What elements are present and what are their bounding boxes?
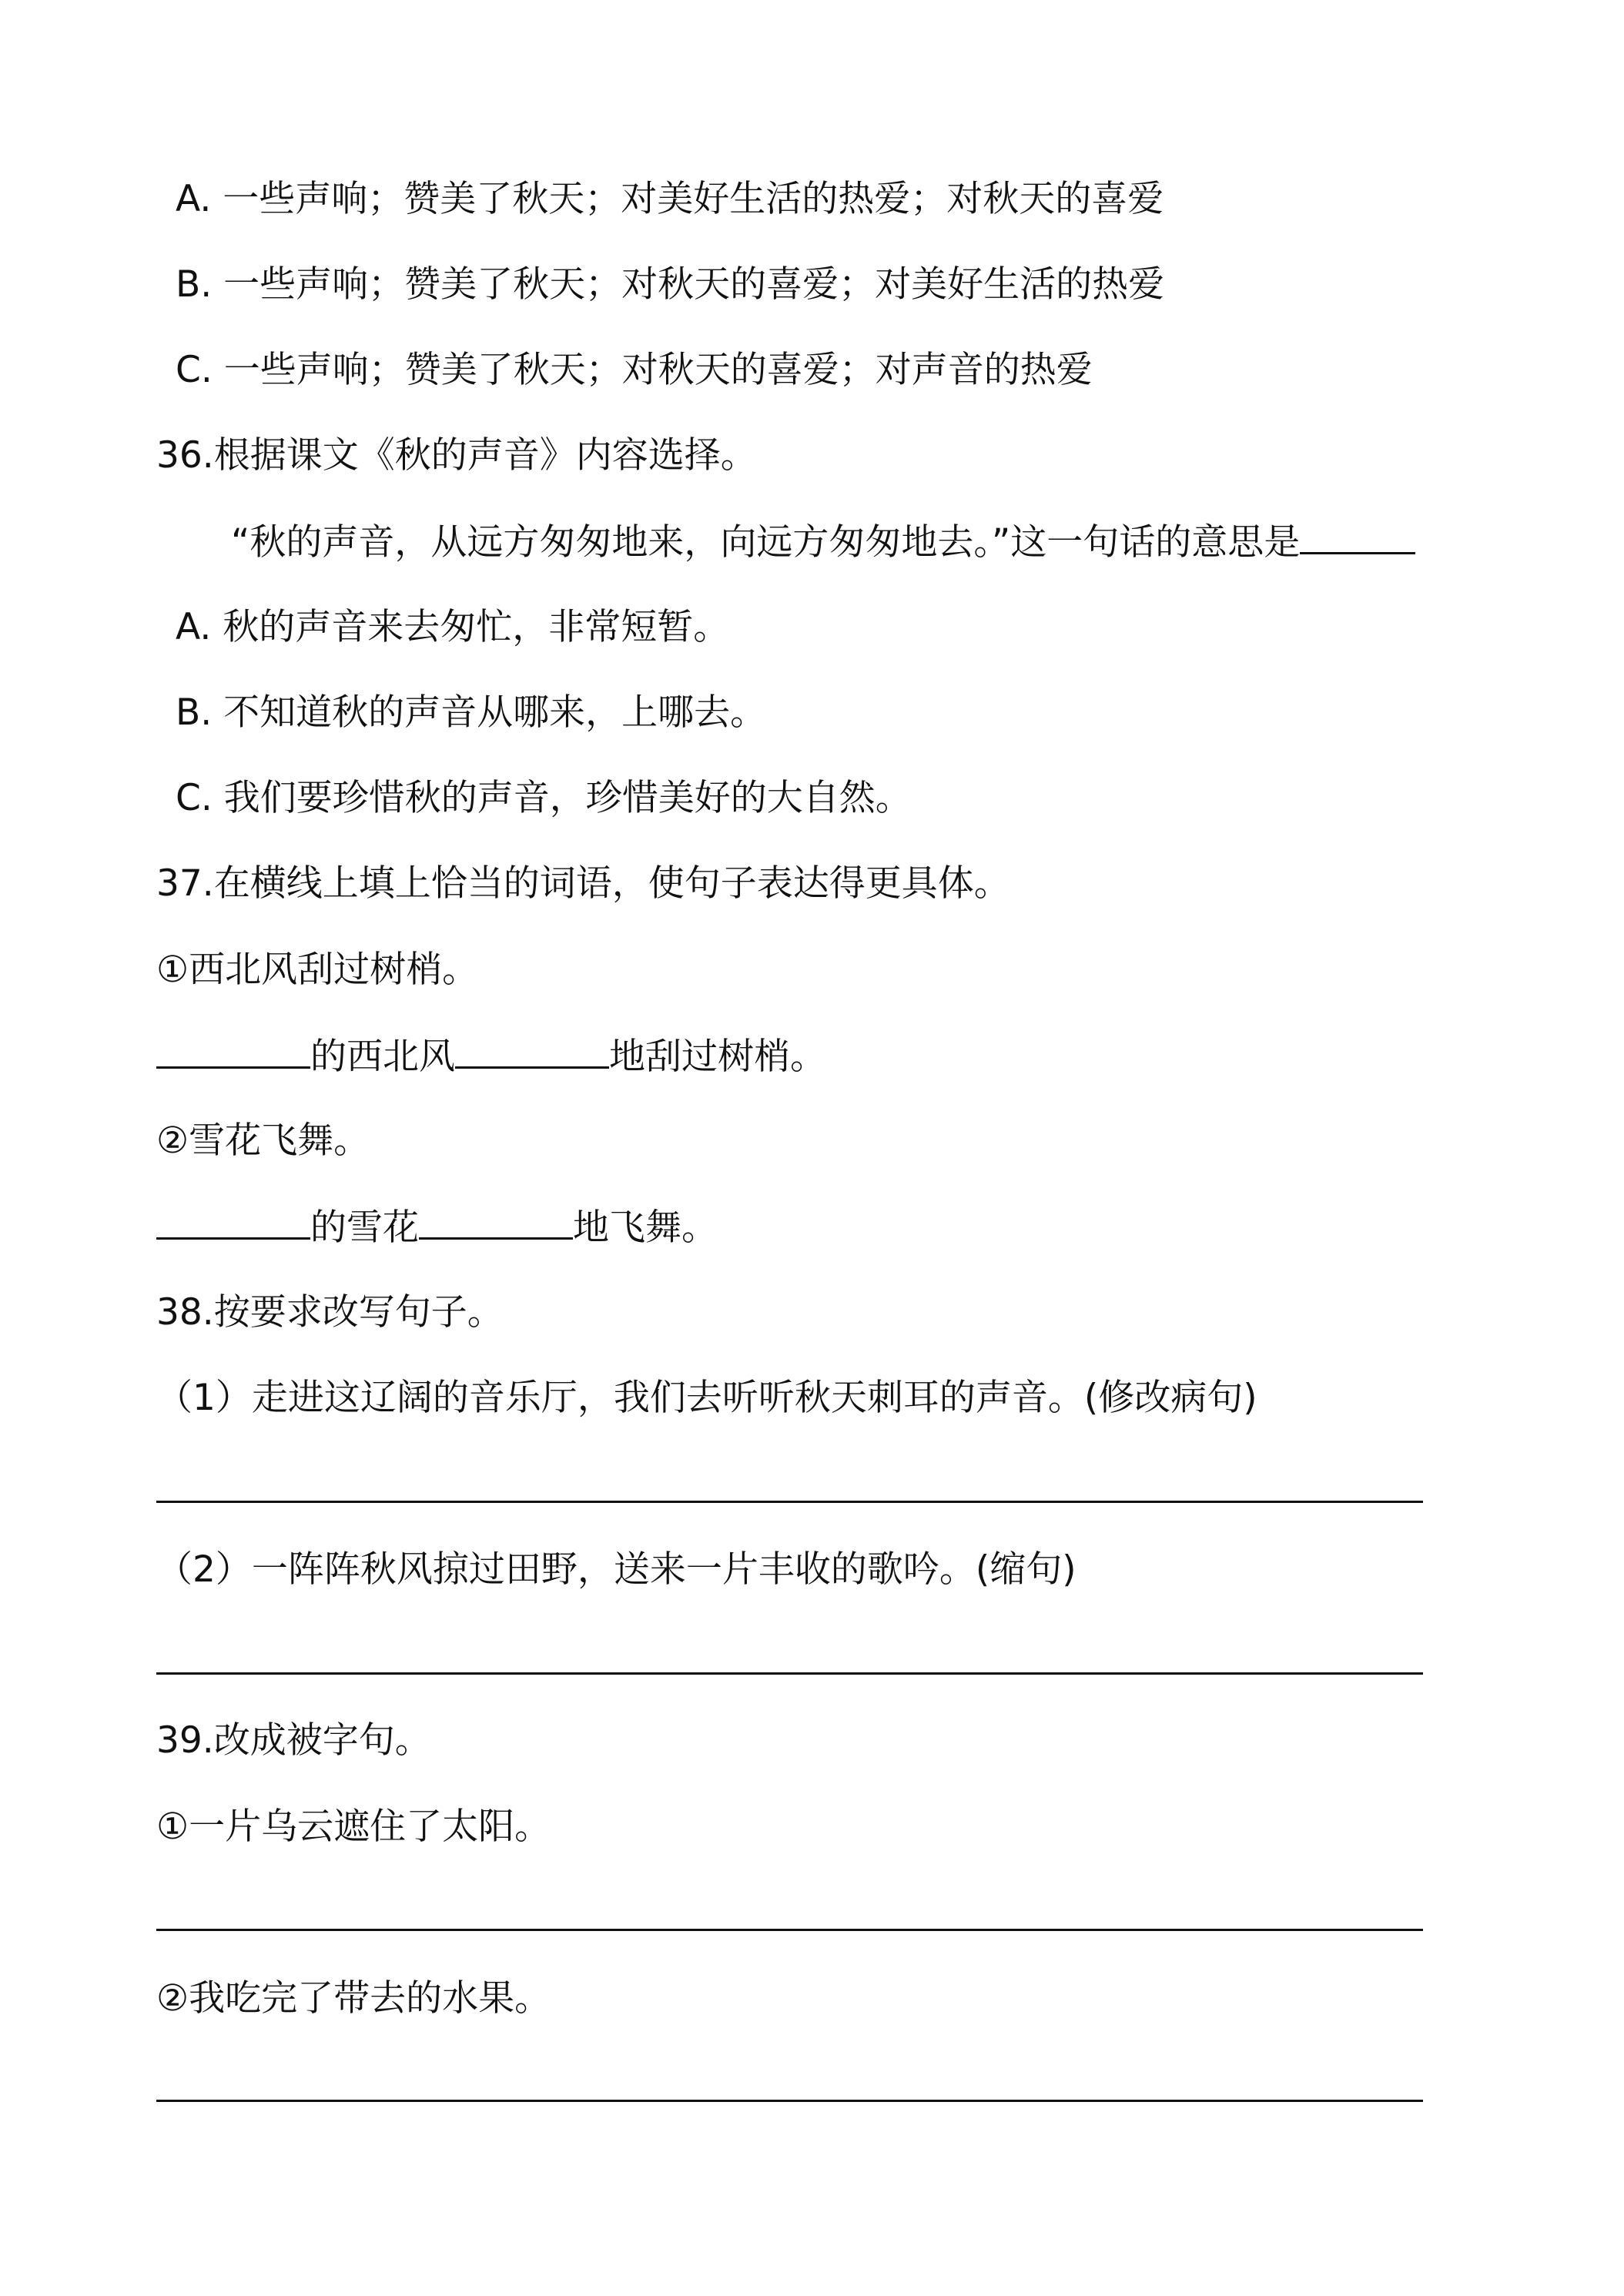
q38-item1-answer-line[interactable] bbox=[156, 1501, 1423, 1503]
q36-option-b: B. 不知道秋的声音从哪来，上哪去。 bbox=[176, 691, 767, 734]
q37-item1: ①西北风刮过树梢。 bbox=[156, 949, 479, 991]
q37-item2-fill bbox=[156, 1203, 718, 1251]
q37-item1-fill bbox=[156, 1033, 826, 1080]
q36-option-a: A. 秋的声音来去匆忙，非常短暂。 bbox=[176, 606, 730, 648]
q36-answer-blank[interactable] bbox=[1300, 518, 1415, 554]
q39-title: 39.改成被字句。 bbox=[156, 1719, 431, 1762]
q37-item2: ②雪花飞舞。 bbox=[156, 1120, 370, 1162]
q39-item1: ①一片乌云遮住了太阳。 bbox=[156, 1806, 551, 1848]
q39-item1-answer-line[interactable] bbox=[156, 1929, 1423, 1931]
q39-item2-answer-line[interactable] bbox=[156, 2100, 1423, 2102]
q35-option-b: B. 一些声响；赞美了秋天；对秋天的喜爱；对美好生活的热爱 bbox=[176, 263, 1165, 306]
q39-item2: ②我吃完了带去的水果。 bbox=[156, 1977, 551, 2020]
q35-option-c: C. 一些声响；赞美了秋天；对秋天的喜爱；对声音的热爱 bbox=[176, 349, 1093, 391]
q37-item2-fill-text-a: 的雪花 bbox=[310, 1207, 419, 1249]
q37-title: 37.在横线上填上恰当的词语，使句子表达得更具体。 bbox=[156, 862, 1010, 905]
q36-title: 36.根据课文《秋的声音》内容选择。 bbox=[156, 434, 757, 477]
q37-item2-blank-b[interactable] bbox=[419, 1203, 573, 1240]
q37-item1-blank-a[interactable] bbox=[156, 1033, 310, 1069]
q37-item2-blank-a[interactable] bbox=[156, 1203, 310, 1240]
q38-title: 38.按要求改写句子。 bbox=[156, 1291, 504, 1334]
q37-item2-fill-text-b: 地飞舞。 bbox=[573, 1207, 718, 1249]
q36-option-c: C. 我们要珍惜秋的声音，珍惜美好的大自然。 bbox=[176, 777, 912, 819]
q38-item2-answer-line[interactable] bbox=[156, 1672, 1423, 1675]
q38-item1: （1）走进这辽阔的音乐厅，我们去听听秋天刺耳的声音。(修改病句) bbox=[156, 1377, 1257, 1419]
q37-item1-fill-text-b: 地刮过树梢。 bbox=[609, 1036, 826, 1078]
q36-stem bbox=[231, 518, 1415, 566]
q38-item2: （2）一阵阵秋风掠过田野，送来一片丰收的歌吟。(缩句) bbox=[156, 1548, 1077, 1591]
q37-item1-fill-text-a: 的西北风 bbox=[310, 1036, 455, 1078]
q35-option-a: A. 一些声响；赞美了秋天；对美好生活的热爱；对秋天的喜爱 bbox=[176, 178, 1164, 220]
q36-stem-text: “秋的声音，从远方匆匆地来，向远方匆匆地去。”这一句话的意思是 bbox=[231, 521, 1301, 564]
q37-item1-blank-b[interactable] bbox=[455, 1033, 609, 1069]
